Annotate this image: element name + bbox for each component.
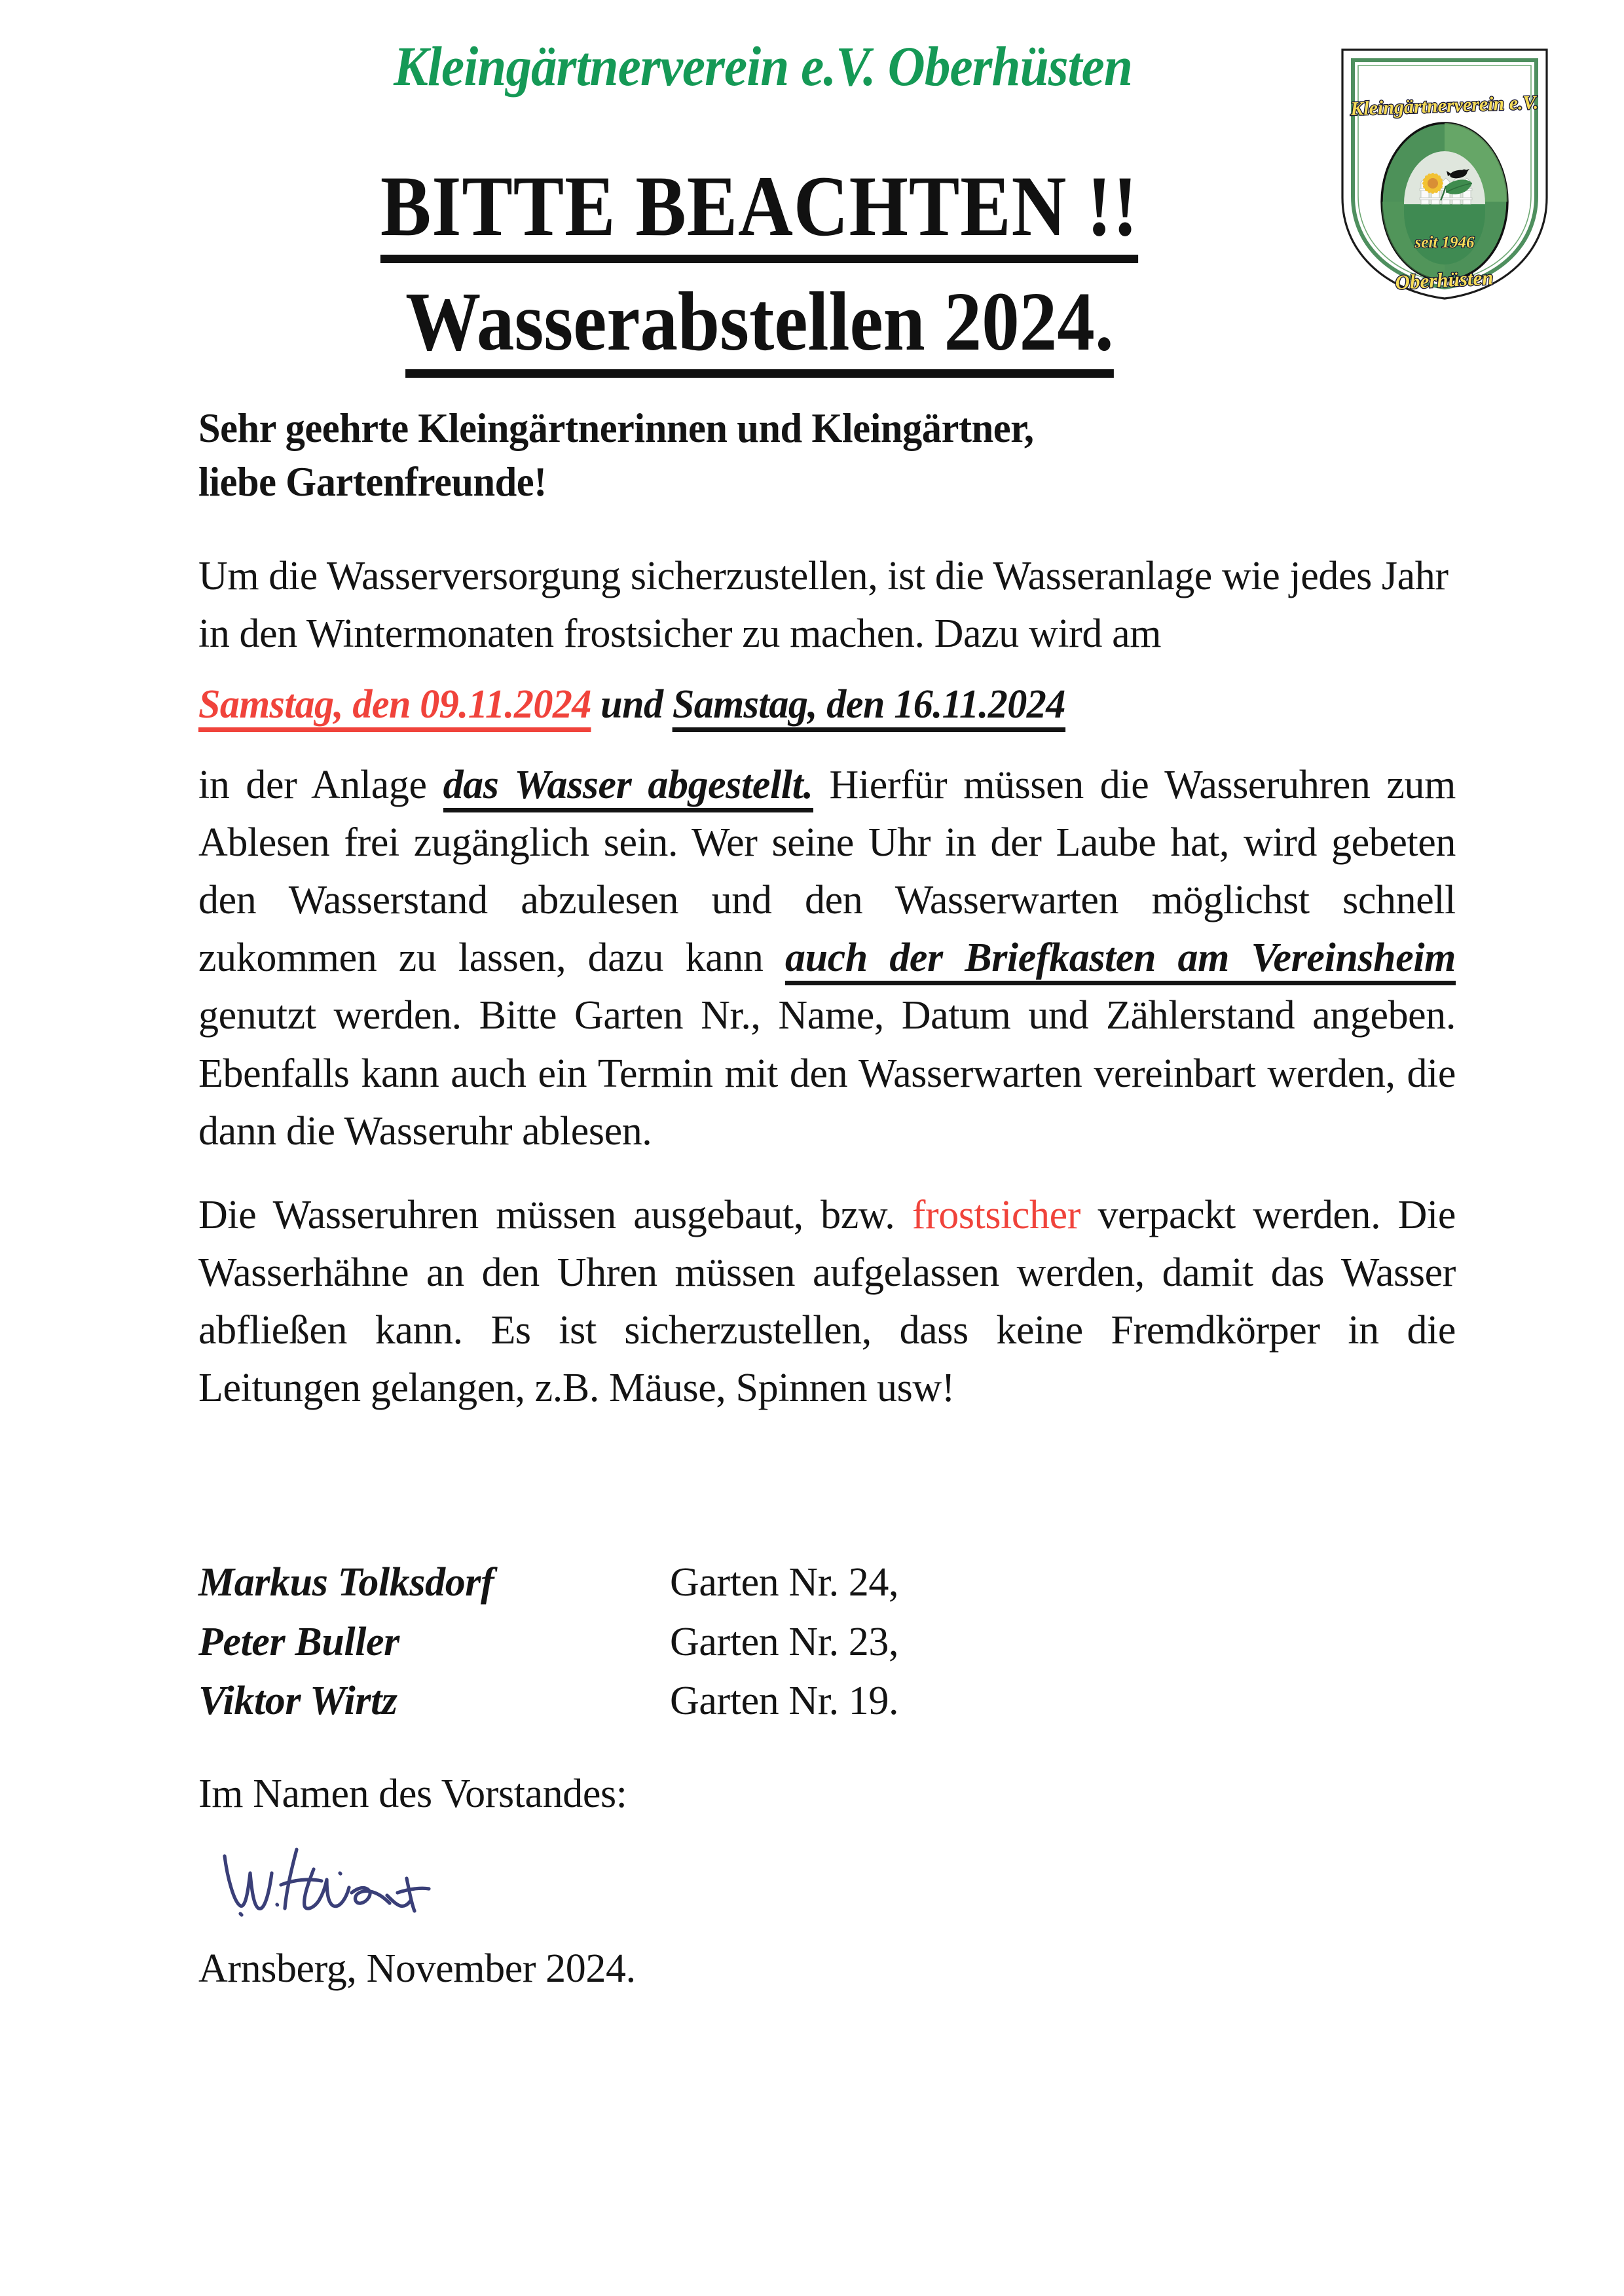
letter-body — [198, 402, 1456, 1417]
date-second: Samstag, den 16.11.2024 — [673, 682, 1065, 732]
water-warden-list — [198, 1557, 1181, 1735]
club-name-header: Kleingärtnerverein e.V. Oberhüsten — [394, 35, 1132, 98]
intro-paragraph: Um die Wasserversorgung sicherzustellen, ist die Wasseranlage wie jedes Jahr in den Wintermonaten frostsicher zu machen. Dazu wird am — [198, 553, 1449, 656]
emphasis-frostsicher: frostsicher — [912, 1192, 1081, 1237]
warden-name: Markus Tolksdorf — [198, 1560, 494, 1605]
frost-part-1: Die Wasseruhren müssen ausgebaut, bzw. — [198, 1192, 912, 1237]
headline-attention: BITTE BEACHTEN !! — [380, 160, 1138, 263]
instructions-paragraph — [198, 756, 1456, 1159]
headline-block — [196, 160, 1323, 378]
headline-subject: Wasserabstellen 2024. — [405, 278, 1114, 378]
frost-part-2: verpackt werden. Die Wasserhähne an den Uhren müssen aufgelassen werden, damit das Wasser abfließen kann. Es ist sicherzustellen, dass keine Fremdkörper in die Leitungen gelangen, z.B. Mäuse, Spinnen usw! — [198, 1192, 1456, 1410]
club-crest-logo — [1333, 43, 1556, 305]
warden-garden: Garten Nr. 23, — [670, 1619, 899, 1664]
table-row — [198, 1675, 1181, 1735]
date-conjunction: und — [591, 682, 673, 727]
water-shutoff-dates — [198, 680, 1418, 731]
instructions-part-3: genutzt werden. Bitte Garten Nr., Name, Datum und Zählerstand angeben. Ebenfalls kann auch ein Termin mit den Wasserwarten vereinbart werden, die dann die Wasseruhr ablesen. — [198, 993, 1456, 1154]
instructions-part-2: Hierfür müssen die Wasseruhren zum Ablesen frei zugänglich sein. Wer seine Uhr in der Laube hat, wird gebeten den Wasserstand abzulesen und den Wasserwarten möglichst schnell zukommen zu lassen, dazu kann — [198, 763, 1456, 981]
frost-protection-paragraph — [198, 1186, 1456, 1417]
warden-garden: Garten Nr. 24, — [670, 1560, 899, 1605]
warden-name: Peter Buller — [198, 1619, 399, 1664]
handwritten-signature — [218, 1832, 526, 1937]
closing-label: Im Namen des Vorstandes: — [198, 1772, 627, 1816]
table-row — [198, 1557, 1181, 1616]
instructions-part-1: in der Anlage — [198, 763, 443, 808]
warden-garden: Garten Nr. 19. — [670, 1679, 899, 1724]
salutation-line-2: liebe Gartenfreunde! — [198, 458, 547, 505]
warden-name: Viktor Wirtz — [198, 1679, 397, 1724]
salutation-line-1: Sehr geehrte Kleingärtnerinnen und Kleingärtner, — [198, 405, 1034, 451]
emphasis-water-shut-off: das Wasser abgestellt. — [443, 763, 813, 812]
place-and-date: Arnsberg, November 2024. — [198, 1946, 636, 1991]
salutation — [198, 402, 1405, 509]
date-first: Samstag, den 09.11.2024 — [198, 682, 591, 732]
crest-bottom-text: Oberhüsten — [1394, 266, 1494, 294]
emphasis-mailbox-clubhouse: auch der Briefkasten am Vereinsheim — [785, 936, 1456, 985]
svg-text:Kleingärtnerverein e.V.: Kleingärtnerverein e.V. — [1350, 92, 1539, 120]
closing-block — [198, 1768, 1115, 1995]
table-row — [198, 1616, 1181, 1676]
crest-year-text: seit 1946 — [1414, 234, 1475, 251]
